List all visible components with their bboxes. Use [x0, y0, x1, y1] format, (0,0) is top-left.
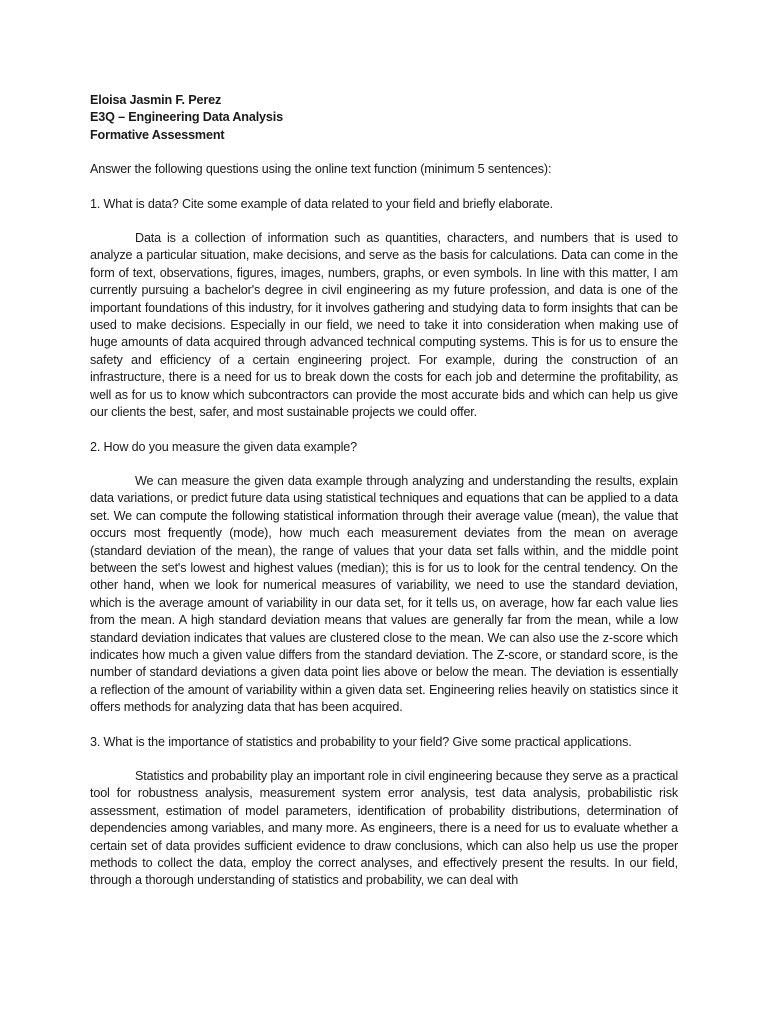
document-header: [90, 92, 678, 144]
instructions: Answer the following questions using the online text function (minimum 5 sentences):: [90, 162, 552, 177]
question-3: 3. What is the importance of statistics and probability to your field? Give some practical applications.: [90, 734, 632, 749]
question-1: 1. What is data? Cite some example of data related to your field and briefly elaborate.: [90, 196, 553, 211]
course-title: E3Q – Engineering Data Analysis: [90, 110, 283, 125]
answer-3: Statistics and probability play an important role in civil engineering because they serve as a practical tool for robustness analysis, measurement system error analysis, test data analysis, probabilistic risk assessment, estimation of model parameters, identification of probability distributions, determination of dependencies among variables, and many more. As engineers, there is a need for us to evaluate whether a certain set of data provides sufficient evidence to draw conclusions, which can also help us use the proper methods to collect the data, employ the correct analyses, and effectively present the results. In our field, through a thorough understanding of statistics and probability, we can deal with: [90, 769, 678, 888]
answer-1: Data is a collection of information such as quantities, characters, and numbers that is used to analyze a particular situation, make decisions, and serve as the basis for calculations. Data can come in the form of text, observations, figures, images, numbers, graphs, or even symbols. In line with this matter, I am currently pursuing a bachelor's degree in civil engineering as my future profession, and data is one of the important foundations of this industry, for it involves gathering and studying data to form insights that can be used to make decisions. Especially in our field, we need to take it into consideration when making use of huge amounts of data acquired through advanced technical computing systems. This is for us to ensure the safety and efficiency of a certain engineering project. For example, during the construction of an infrastructure, there is a need for us to break down the costs for each job and determine the profitability, as well as for us to know which subcontractors can provide the most accurate bids and which can help us give our clients the best, safer, and most sustainable projects we could offer.: [90, 231, 678, 420]
answer-2: We can measure the given data example through analyzing and understanding the results, explain data variations, or predict future data using statistical techniques and equations that can be applied to a data set. We can compute the following statistical information through their average value (mean), the value that occurs most frequently (mode), how much each measurement deviates from the mean on average (standard deviation of the mean), the range of values that your data set falls within, and the middle point between the set's lowest and highest values (median); this is for us to look for the central tendency. On the other hand, when we look for numerical measures of variability, we need to use the standard deviation, which is the average amount of variability in our data set, for it tells us, on average, how far each value lies from the mean. A high standard deviation means that values are generally far from the mean, while a low standard deviation indicates that values are clustered close to the mean. We can also use the z-score which indicates how much a given value differs from the standard deviation. The Z-score, or standard score, is the number of standard deviations a given data point lies above or below the mean. The deviation is essentially a reflection of the amount of variability within a given data set. Engineering relies heavily on statistics since it offers methods for analyzing data that has been acquired.: [90, 473, 678, 715]
question-2: 2. How do you measure the given data example?: [90, 439, 357, 454]
document-page: [90, 92, 678, 907]
author-name: Eloisa Jasmin F. Perez: [90, 93, 222, 107]
assessment-title: Formative Assessment: [90, 127, 225, 142]
